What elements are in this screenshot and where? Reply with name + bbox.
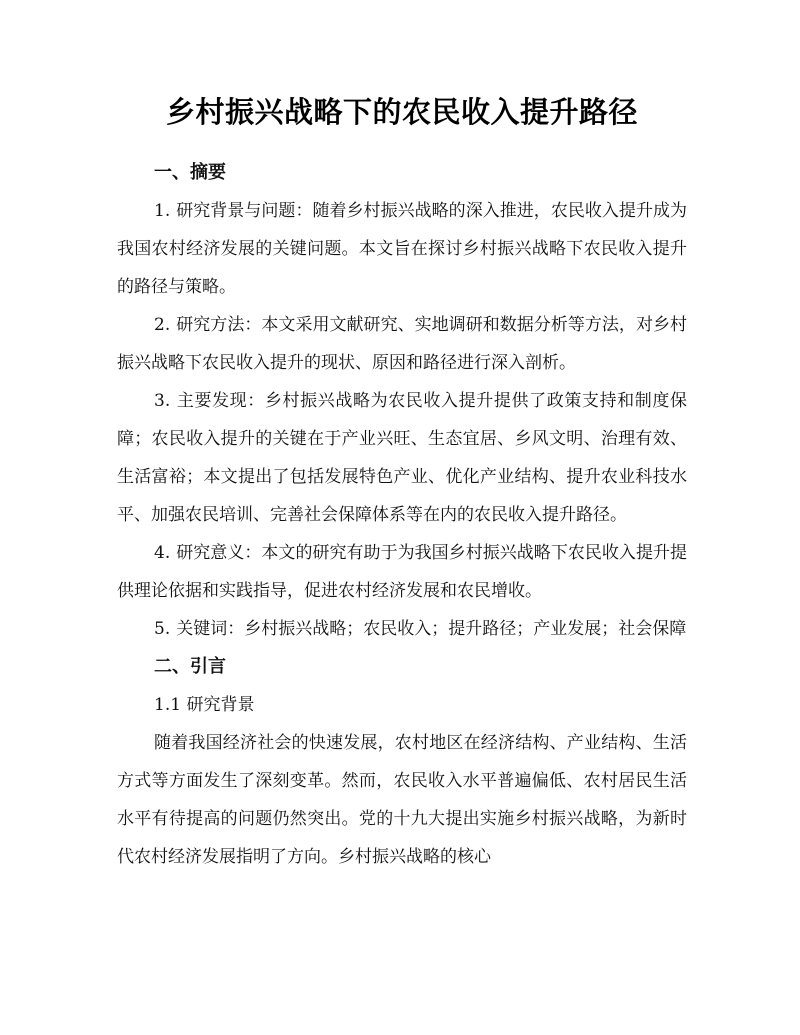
abstract-item-number: 3. [154, 391, 171, 411]
abstract-item-text: 研究方法：本文采用文献研究、实地调研和数据分析等方法，对乡村振兴战略下农民收入提升的现状、原因和路径进行深入剖析。 [117, 315, 687, 373]
abstract-item-text: 主要发现：乡村振兴战略为农民收入提升提供了政策支持和制度保障；农民收入提升的关键在于产业兴旺、生态宜居、乡风文明、治理有效、生活富裕；本文提出了包括发展特色产业、优化产业结构、提升农业科技水平、加强农民培训、完善社会保障体系等在内的农民收入提升路径。 [117, 391, 687, 525]
document-page [117, 86, 687, 876]
abstract-item-number: 5. [154, 619, 171, 639]
subsection-heading-background: 1.1 研究背景 [154, 695, 255, 715]
abstract-item-text: 关键词：乡村振兴战略；农民收入；提升路径；产业发展；社会保障 [176, 619, 687, 639]
document-title: 乡村振兴战略下的农民收入提升路径 [165, 95, 638, 129]
abstract-item-3 [117, 382, 687, 534]
section-heading-abstract: 一、摘要 [154, 162, 226, 183]
abstract-item-number: 4. [154, 543, 171, 563]
abstract-item-text: 研究意义：本文的研究有助于为我国乡村振兴战略下农民收入提升提供理论依据和实践指导，促进农村经济发展和农民增收。 [117, 543, 687, 601]
abstract-item-number: 1. [154, 201, 171, 221]
abstract-item-2 [117, 306, 687, 382]
abstract-item-number: 2. [154, 315, 171, 335]
abstract-item-text: 研究背景与问题：随着乡村振兴战略的深入推进，农民收入提升成为我国农村经济发展的关键问题。本文旨在探讨乡村振兴战略下农民收入提升的路径与策略。 [117, 201, 687, 297]
section-heading-intro: 二、引言 [154, 656, 226, 677]
abstract-item-5 [117, 610, 687, 648]
abstract-item-4 [117, 534, 687, 610]
intro-paragraph: 随着我国经济社会的快速发展，农村地区在经济结构、产业结构、生活方式等方面发生了深刻变革。然而，农民收入水平普遍偏低、农村居民生活水平有待提高的问题仍然突出。党的十九大提出实施乡村振兴战略，为新时代农村经济发展指明了方向。乡村振兴战略的核心 [117, 733, 687, 867]
abstract-item-1 [117, 192, 687, 306]
